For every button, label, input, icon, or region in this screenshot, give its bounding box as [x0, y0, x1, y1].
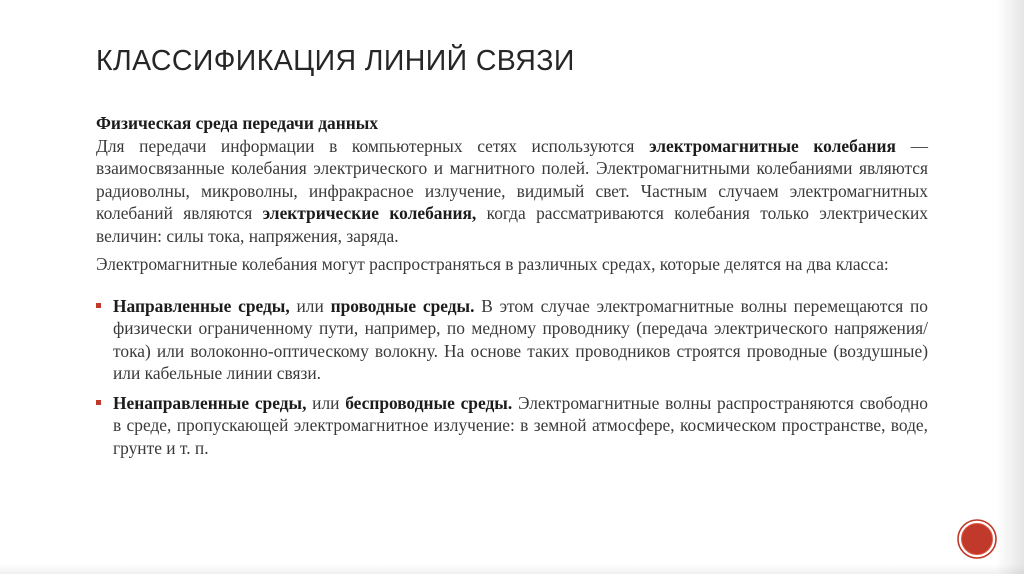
square-bullet-icon [96, 303, 101, 308]
slide-title: КЛАССИФИКАЦИЯ ЛИНИЙ СВЯЗИ [96, 45, 575, 77]
term-electromagnetic-oscillations: электромагнитные колебания [649, 135, 896, 156]
slide-shadow-right [996, 0, 1024, 574]
term-guided-media: Направленные среды, [113, 295, 290, 316]
bullet-2-text-2: Электромагнитные волны распространяются свободно в среде, пропускающей электромагнитное излучение: в земной атмосфере, космическом пространстве, воде, грунте и т. п. [113, 392, 928, 458]
subheading: Физическая среда передачи данных [96, 113, 379, 133]
list-item-guided-media [96, 295, 928, 385]
paragraph-1-text-2: — взаимосвязанные колебания электрического и магнитного полей. Электромагнитными колебаниями являются радиоволны, микроволны, инфракрасное излучение, видимый свет. Частным случаем электромагнитных колебаний являются [96, 135, 928, 223]
term-electric-oscillations: электрические колебания, [262, 203, 477, 223]
slide-content [96, 112, 928, 459]
slide-shadow-bottom [0, 564, 1024, 574]
slide-number-badge-icon [957, 519, 997, 559]
term-wired-media: проводные среды. [330, 295, 475, 316]
paragraph-1-text-3: когда рассматриваются колебания только электрических величин: силы тока, напряжения, заряда. [96, 203, 928, 246]
paragraph-1-text-1: Для передачи информации в компьютерных сетях используются [96, 135, 650, 156]
media-classes-list [96, 295, 928, 460]
bullet-1-text-1: или [289, 295, 331, 316]
paragraph-1 [96, 112, 928, 247]
paragraph-2: Электромагнитные колебания могут распространяться в различных средах, которые делятся на два класса: [96, 254, 889, 274]
bullet-1-text-2: В этом случае электромагнитные волны перемещаются по физически ограниченному пути, например, по медному проводнику (передача электрического напряжения/тока) или волоконно-оптическому волокну. На основе таких проводников строятся проводные (воздушные) или кабельные линии связи. [113, 295, 928, 383]
term-wireless-media: беспроводные среды. [345, 392, 513, 413]
list-item-unguided-media [96, 392, 928, 460]
term-unguided-media: Ненаправленные среды, [113, 392, 307, 413]
bullet-2-text-1: или [306, 392, 346, 413]
square-bullet-icon [96, 400, 101, 405]
